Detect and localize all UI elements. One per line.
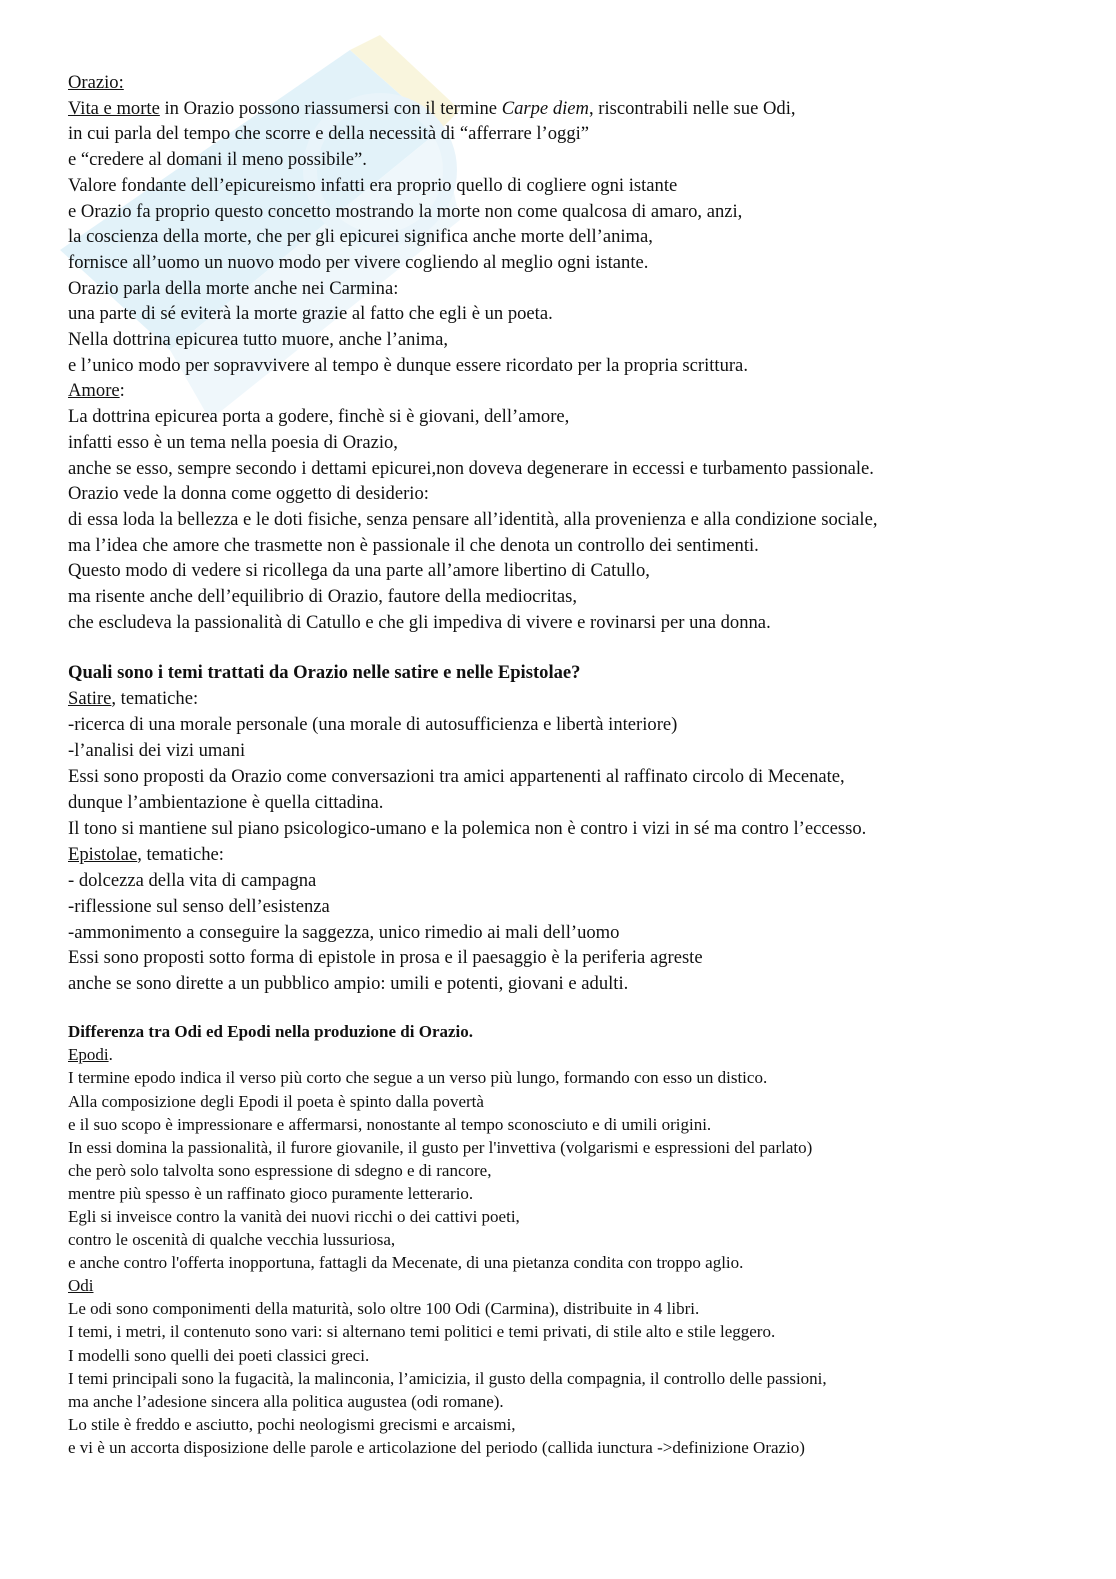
section-odi-epodi <box>68 1020 1078 1459</box>
section-heading: Quali sono i temi trattati da Orazio nelle satire e nelle Epistolae? <box>68 662 581 684</box>
text-line: che però solo talvolta sono espressione di sdegno e di rancore, <box>68 1160 492 1180</box>
text-line: I temi principali sono la fugacità, la malinconia, l’amicizia, il gusto della compagnia, il controllo delle passioni, <box>68 1368 827 1388</box>
text-line: Lo stile è freddo e asciutto, pochi neologismi grecismi e arcaismi, <box>68 1414 516 1434</box>
epodi-label: Epodi <box>68 1045 109 1065</box>
text-line: La dottrina epicurea porta a godere, finchè si è giovani, dell’amore, <box>68 406 570 428</box>
text-line: di essa loda la bellezza e le doti fisiche, senza pensare all’identità, alla provenienza e alla condizione sociale, <box>68 508 878 530</box>
text-line: ma anche l’adesione sincera alla politica augustea (odi romane). <box>68 1391 504 1411</box>
text-line: Questo modo di vedere si ricollega da una parte all’amore libertino di Catullo, <box>68 560 650 582</box>
text-line: I termine epodo indica il verso più corto che segue a un verso più lungo, formando con esso un distico. <box>68 1068 768 1088</box>
text-line: Essi sono proposti da Orazio come conversazioni tra amici appartenenti al raffinato circolo di Mecenate, <box>68 766 845 788</box>
document-page <box>68 70 1078 1459</box>
text-line: - dolcezza della vita di campagna <box>68 869 317 891</box>
text-line: mentre più spesso è un raffinato gioco puramente letterario. <box>68 1183 474 1203</box>
section-heading: Differenza tra Odi ed Epodi nella produzione di Orazio. <box>68 1022 474 1042</box>
odi-heading <box>68 1274 1078 1297</box>
section-satire-epistolae <box>68 660 1078 997</box>
text-line: Nella dottrina epicurea tutto muore, anche l’anima, <box>68 329 448 351</box>
text-line: Orazio vede la donna come oggetto di desiderio: <box>68 483 429 505</box>
vita-label: Vita e morte <box>68 97 160 119</box>
text-line: -l’analisi dei vizi umani <box>68 740 246 762</box>
satire-label: Satire <box>68 688 112 710</box>
text-line: e Orazio fa proprio questo concetto mostrando la morte non come qualcosa di amaro, anzi, <box>68 200 743 222</box>
text-line: -ricerca di una morale personale (una morale di autosufficienza e libertà interiore) <box>68 714 678 736</box>
text-line: anche se sono dirette a un pubblico ampio: umili e potenti, giovani e adulti. <box>68 973 629 995</box>
text-line: contro le oscenità di qualche vecchia lussuriosa, <box>68 1230 396 1250</box>
amore-label: Amore <box>68 380 120 402</box>
text-line: Egli si inveisce contro la vanità dei nuovi ricchi o dei cattivi poeti, <box>68 1207 520 1226</box>
text-line: in cui parla del tempo che scorre e della necessità di “afferrare l’oggi” <box>68 123 590 145</box>
text-line: e anche contro l'offerta inopportuna, fattagli da Mecenate, di una pietanza condita con troppo aglio. <box>68 1253 744 1273</box>
text-line: e il suo scopo è impressionare e affermarsi, nonostante al tempo sconosciuto e di umili origini. <box>68 1114 712 1134</box>
text-line: infatti esso è un tema nella poesia di Orazio, <box>68 431 398 453</box>
text-line: -riflessione sul senso dell’esistenza <box>68 895 330 917</box>
text-line: Essi sono proposti sotto forma di epistole in prosa e il paesaggio è la periferia agreste <box>68 947 703 969</box>
text-line: Le odi sono componimenti della maturità, solo oltre 100 Odi (Carmina), distribuite in 4 libri. <box>68 1299 700 1319</box>
epistolae-heading: Epistolae, tematiche: <box>68 843 224 865</box>
text-line: I temi, i metri, il contenuto sono vari: si alternano temi politici e temi privati, di stile alto e stile leggero. <box>68 1322 776 1342</box>
text-line: Il tono si mantiene sul piano psicologico-umano e la polemica non è contro i vizi in sé ma contro l’eccesso. <box>68 817 867 839</box>
text-line: una parte di sé eviterà la morte grazie al fatto che egli è un poeta. <box>68 303 553 325</box>
text-line: Valore fondante dell’epicureismo infatti era proprio quello di cogliere ogni istante <box>68 174 678 196</box>
amore-heading: Amore: <box>68 380 125 402</box>
epistolae-label: Epistolae <box>68 843 138 865</box>
text-line: la coscienza della morte, che per gli epicurei significa anche morte dell’anima, <box>68 226 653 248</box>
text-line: che escludeva la passionalità di Catullo e che gli impediva di vivere e rovinarsi per una donna. <box>68 611 771 633</box>
text-line: dunque l’ambientazione è quella cittadina. <box>68 792 384 813</box>
text-line: fornisce all’uomo un nuovo modo per vivere cogliendo al meglio ogni istante. <box>68 251 649 273</box>
vita-intro-line: Vita e morte in Orazio possono riassumersi con il termine Carpe diem, riscontrabili nelle sue Odi, <box>68 97 796 119</box>
section-title: Orazio: <box>68 72 124 93</box>
text-line: e l’unico modo per sopravvivere al tempo è dunque essere ricordato per la propria scrittura. <box>68 354 748 376</box>
text-line: anche se esso, sempre secondo i dettami epicurei,non doveva degenerare in eccessi e turbamento passionale. <box>68 457 874 479</box>
odi-label: Odi <box>68 1276 94 1296</box>
text-line: Alla composizione degli Epodi il poeta è spinto dalla povertà <box>68 1091 484 1111</box>
text-line: In essi domina la passionalità, il furore giovanile, il gusto per l'invettiva (volgarismi e espressioni del parlato) <box>68 1137 813 1157</box>
text-line: ma l’idea che amore che trasmette non è passionale il che denota un controllo dei sentimenti. <box>68 534 759 556</box>
epodi-heading: Epodi. <box>68 1045 113 1065</box>
section-orazio <box>68 70 1078 635</box>
carpe-diem: Carpe diem <box>501 97 589 119</box>
text-line: e vi è un accorta disposizione delle parole e articolazione del periodo (callida iunctura ->definizione Orazio) <box>68 1437 805 1457</box>
text-line: e “credere al domani il meno possibile”. <box>68 149 367 171</box>
text-line: I modelli sono quelli dei poeti classici greci. <box>68 1345 370 1365</box>
text-line: Orazio parla della morte anche nei Carmina: <box>68 277 399 299</box>
text-line: ma risente anche dell’equilibrio di Orazio, fautore della mediocritas, <box>68 586 578 608</box>
satire-heading: Satire, tematiche: <box>68 688 199 710</box>
text-line: -ammonimento a conseguire la saggezza, unico rimedio ai mali dell’uomo <box>68 921 620 943</box>
